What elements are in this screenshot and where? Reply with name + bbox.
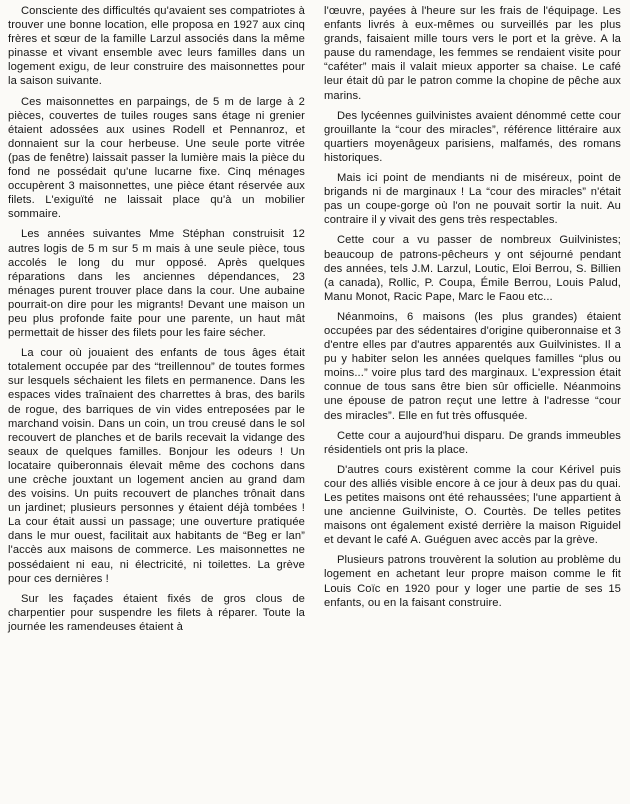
paragraph: Sur les façades étaient fixés de gros clous de charpentier pour suspendre les filets à réparer. Toute la journée les ramendeuses étaient à	[8, 592, 305, 633]
paragraph: Néanmoins, 6 maisons (les plus grandes) étaient occupées par des sédentaires d'origine quiberonnaise et 3 d'entre elles par d'autres apparentés aux Guilvinistes. Il a pu y habiter selon les années quelques familles “plus ou moins...” voire plus tard des marginaux. L'expression était connue de tous sans être bien sûr officielle. Néanmoins une épouse de patron reçut une lettre à l'adresse “cour des miracles”. Elle en fut très offusquée.	[324, 310, 621, 422]
paragraph: Cette cour a vu passer de nombreux Guilvinistes; beaucoup de patrons-pêcheurs y ont séjourné pendant des années, tels J.M. Larzul, Loutic, Eloi Berrou, S. Billien (a canada), Rollic, P. Coupa, Émile Berrou, Louis Palud, Manu Monot, Racic Pape, Marc le Faou etc...	[324, 234, 621, 303]
paragraph: Des lycéennes guilvinistes avaient dénommé cette cour grouillante la “cour des miracles”, référence littéraire aux quartiers moyenâgeux parisiens, malfamés, des romans historiques.	[324, 109, 621, 164]
paragraph: La cour où jouaient des enfants de tous âges était totalement occupée par des “treillennou” de toutes formes sur lesquels séchaient les filets en permanence. Dans les espaces vides traînaient des charrettes à bras, des barils de rogue, des barriques de vin vides entreposées par le marchand voisin. Dans un coin, un trou creusé dans le sol recouvert de planches et de barils recevait la vidange des seaux de quelques familles. Bonjour les odeurs ! Un locataire quiberonnais élevait même des cochons dans une crèche jouxtant un logement ancien au grand dam des voisins. Un puits recouvert de planches trônait dans un jardinet; plusieurs personnes y étaient déjà tombées ! La cour était aussi un passage; une ouverture pratiquée dans le mur ouest, facilitait aux habitants de “Beg er lan” l'accès aux maisons de commerce. Les maisonnettes ne possédaient ni eau, ni électricité, ni toilettes. La grève pour ces dernières !	[8, 347, 305, 585]
paragraph: Consciente des difficultés qu'avaient ses compatriotes à trouver une bonne location, elle proposa en 1927 aux cinq frères et sœur de la famille Larzul associés dans la même pinasse et vivant ensemble avec leurs familles dans un logement exigu, de leur construire des maisonnettes pour la saison suivante.	[8, 5, 305, 88]
paragraph: Ces maisonnettes en parpaings, de 5 m de large à 2 pièces, couvertes de tuiles rouges sans étage ni grenier étaient adossées aux usines Rodell et Pennanroz, et donnaient sur la cour herbeuse. Une seule porte vitrée (pas de fenêtre) laissait passer la lumière mais la pièce du fond ne possédait qu'une lucarne fixe. Cinq ménages occupèrent 3 maisonnettes, une pièce étant réservée aux filets. L'exiguïté ne laissait place qu'à un mobilier sommaire.	[8, 95, 305, 221]
text-column-right	[324, 4, 621, 804]
paragraph: Cette cour a aujourd'hui disparu. De grands immeubles résidentiels ont pris la place.	[324, 429, 621, 456]
paragraph: Mais ici point de mendiants ni de miséreux, point de brigands ni de marginaux ! La “cour des miracles” n'était pas un coupe-gorge où l'on ne pouvait sortir la nuit. Au contraire il y vivait des gens très respectables.	[324, 172, 621, 227]
paragraph: D'autres cours existèrent comme la cour Kérivel puis cour des alliés visible encore à ce jour à deux pas du quai. Les petites maisons ont été rehaussées; l'une appartient à une ancienne Guilviniste, O. Courtès. De telles petites maisons ont également existé derrière la maison Riguidel et devant le café A. Guéguen avec accès par la grève.	[324, 463, 621, 547]
paragraph: Plusieurs patrons trouvèrent la solution au problème du logement en achetant leur propre maison comme le fit Louis Coïc en 1920 pour y loger une partie de ses 15 enfants, ou en la faisant construire.	[324, 554, 621, 609]
paragraph: Les années suivantes Mme Stéphan construisit 12 autres logis de 5 m sur 5 m mais à une seule pièce, tous accolés le long du mur opposé. Après quelques réparations dans les anciennes dépendances, 23 ménages purent trouver place dans la cour. Une aubaine pourrait-on dire pour les migrants! Devant une maison un peu plus profonde faite pour une parente, un haut mât permettait de hisser des filets pour les faire sécher.	[8, 228, 305, 340]
paragraph-continuation: l'œuvre, payées à l'heure sur les frais de l'équipage. Les enfants livrés à eux-mêmes ou surveillés par les plus grands, faisaient mille tours vers le port et la grève. A la pause du ramendage, les femmes se rendaient visite pour “caféter” mais il valait mieux apporter sa chaise. Le café leur était dû par le patron comme la chopine de pêche aux marins.	[324, 5, 621, 102]
text-column-left	[8, 4, 305, 804]
